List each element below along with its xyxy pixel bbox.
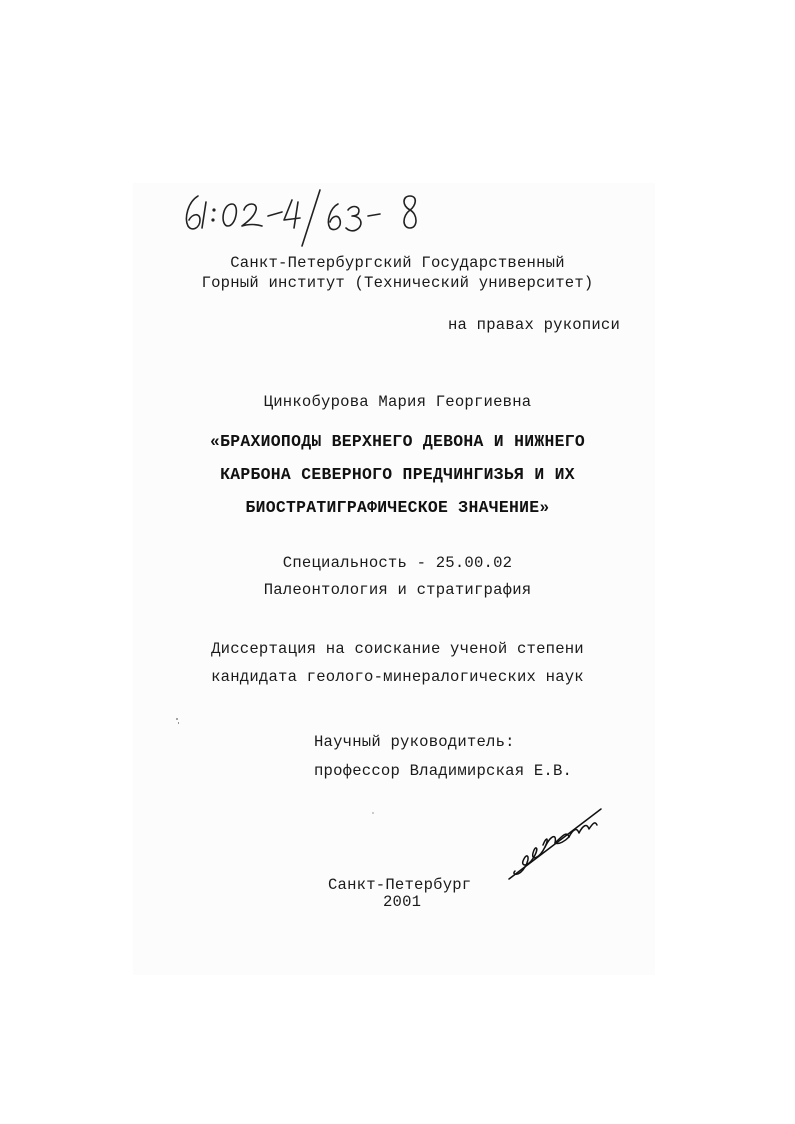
specialty-name: Палеонтология и стратиграфия	[263, 581, 532, 599]
handwritten-code-icon	[180, 188, 450, 248]
manuscript-note: на правах рукописи	[448, 316, 621, 334]
author-name: Цинкобурова Мария Георгиевна	[263, 393, 532, 411]
scan-speck	[178, 722, 179, 724]
specialty-code: Специальность - 25.00.02	[282, 554, 513, 572]
dissertation-title-line-2: КАРБОНА СЕВЕРНОГО ПРЕДЧИНГИЗЬЯ И ИХ	[220, 465, 575, 484]
supervisor-name: профессор Владимирская Е.В.	[314, 762, 573, 780]
institution-line-2: Горный институт (Технический университет)	[201, 274, 594, 292]
supervisor-label: Научный руководитель:	[314, 733, 515, 751]
degree-line-2: кандидата геолого-минералогических наук	[211, 668, 584, 686]
signature-icon	[505, 805, 605, 890]
handwritten-catalog-code	[180, 188, 450, 253]
city: Санкт-Петербург	[328, 876, 472, 894]
institution-line-1: Санкт-Петербургский Государственный	[230, 254, 565, 272]
dissertation-title-line-1: «БРАХИОПОДЫ ВЕРХНЕГО ДЕВОНА И НИЖНЕГО	[209, 432, 586, 451]
dissertation-title-line-3: БИОСТРАТИГРАФИЧЕСКОЕ ЗНАЧЕНИЕ»	[245, 498, 550, 517]
scan-speck	[372, 812, 374, 814]
year: 2001	[383, 893, 422, 911]
degree-line-1: Диссертация на соискание ученой степени	[211, 640, 584, 658]
scan-speck	[176, 718, 178, 720]
